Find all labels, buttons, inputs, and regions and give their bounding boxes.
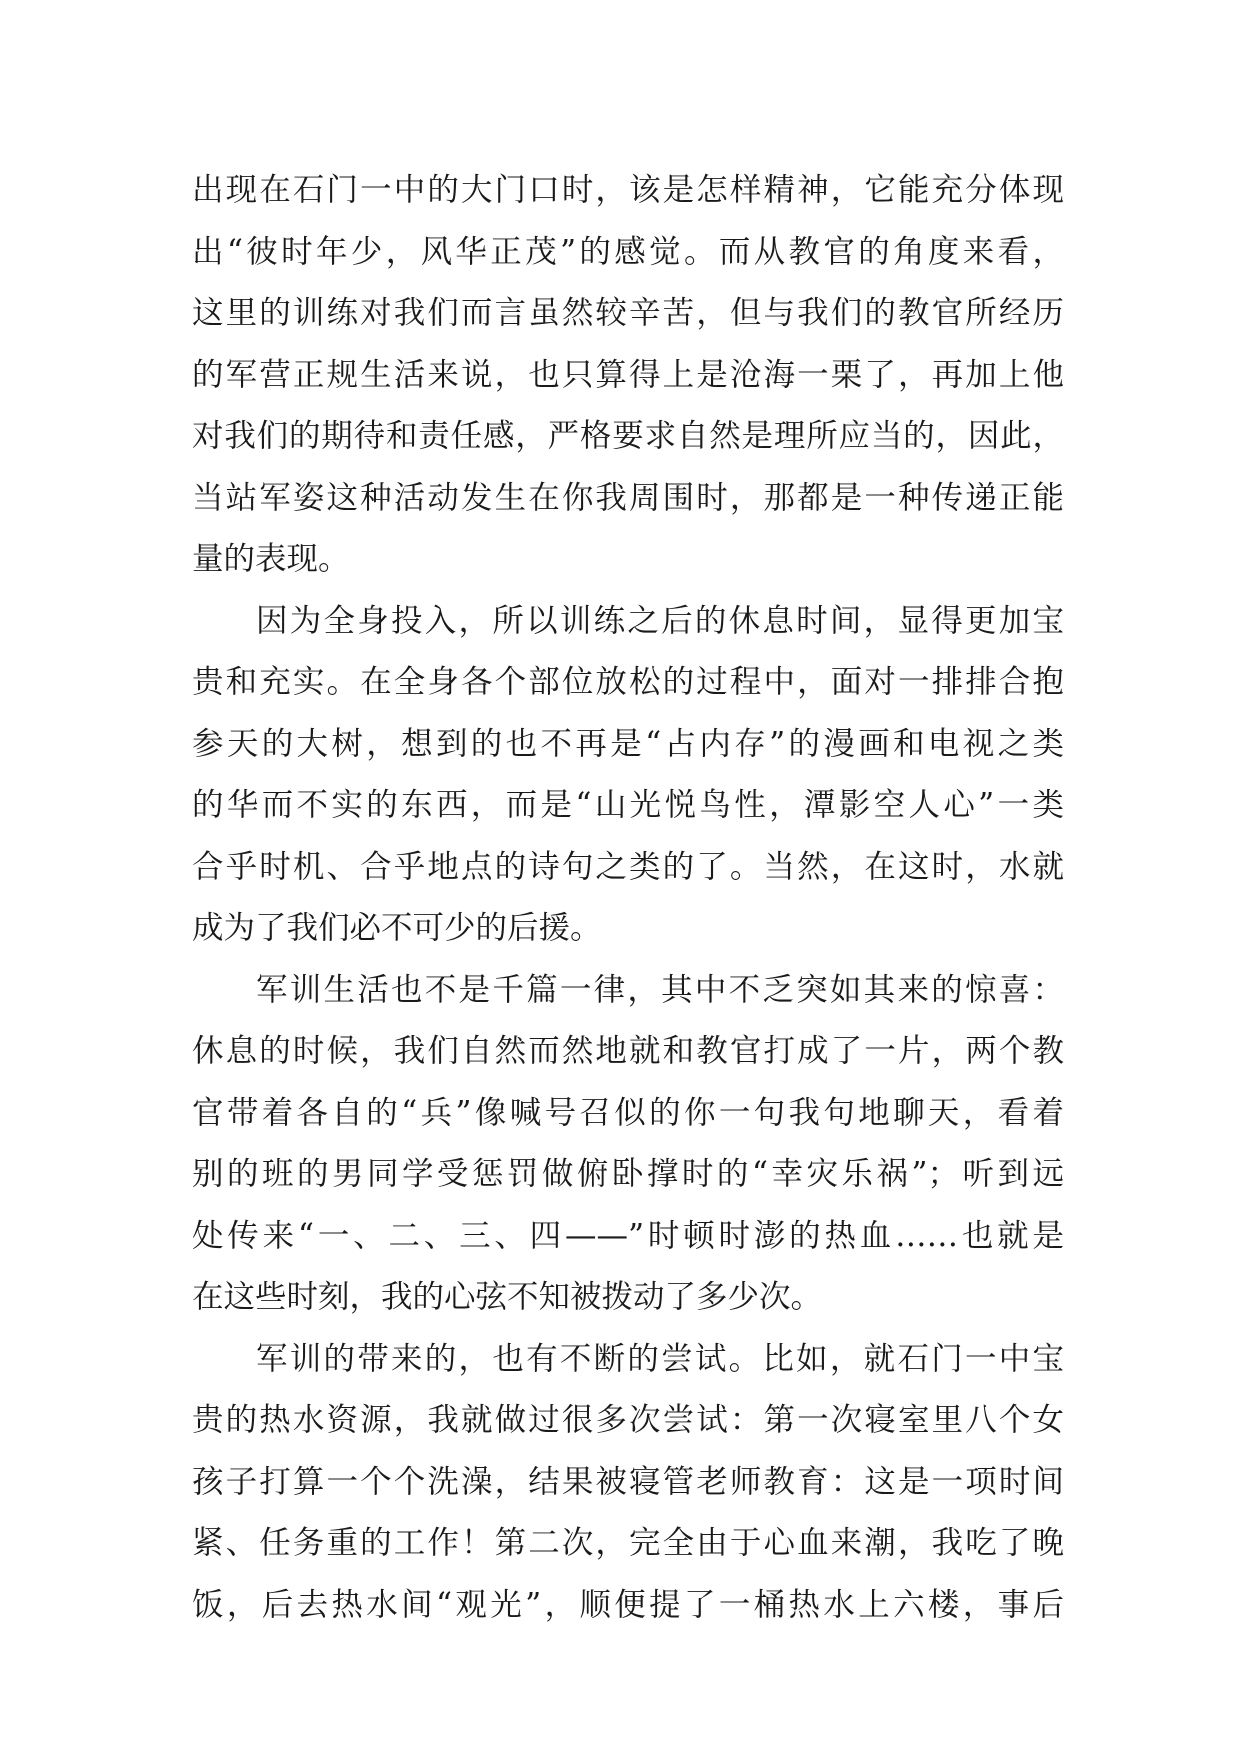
paragraph-1 xyxy=(192,160,1064,591)
paragraph-4 xyxy=(192,1329,1064,1637)
text-line: 紧、任务重的工作！第二次，完全由于心血来潮，我吃了晚 xyxy=(192,1525,1064,1561)
text-line: 当站军姿这种活动发生在你我周围时，那都是一种传递正能 xyxy=(192,479,1064,516)
text-line: 贵和充实。在全身各个部位放松的过程中，面对一排排合抱 xyxy=(192,664,1064,700)
text-line: 这里的训练对我们而言虽然较辛苦，但与我们的教官所经历 xyxy=(192,295,1064,331)
text-line: 的华而不实的东西，而是“山光悦鸟性，潭影空人心”一类 xyxy=(192,787,1064,823)
text-line: 合乎时机、合乎地点的诗句之类的了。当然，在这时，水就 xyxy=(192,848,1064,885)
paragraph-3 xyxy=(192,960,1064,1329)
text-line: 出“彼时年少，风华正茂”的感觉。而从教官的角度来看， xyxy=(192,233,1064,270)
text-line: 的军营正规生活来说，也只算得上是沧海一栗了，再加上他 xyxy=(192,356,1064,393)
text-line: 别的班的男同学受惩罚做俯卧撑时的“幸灾乐祸”；听到远 xyxy=(192,1156,1064,1192)
text-line: 对我们的期待和责任感，严格要求自然是理所应当的，因此， xyxy=(192,418,1064,454)
text-line: 休息的时候，我们自然而然地就和教官打成了一片，两个教 xyxy=(192,1033,1064,1069)
text-line: 孩子打算一个个洗澡，结果被寝管老师教育：这是一项时间 xyxy=(192,1463,1064,1500)
text-line: 官带着各自的“兵”像喊号召似的你一句我句地聊天，看着 xyxy=(192,1094,1064,1131)
text-line: 在这些时刻，我的心弦不知被拨动了多少次。 xyxy=(192,1279,823,1315)
text-line: 贵的热水资源，我就做过很多次尝试：第一次寝室里八个女 xyxy=(192,1402,1064,1438)
text-line: 军训生活也不是千篇一律，其中不乏突如其来的惊喜： xyxy=(256,971,1064,1008)
text-line: 因为全身投入，所以训练之后的休息时间，显得更加宝 xyxy=(256,602,1064,639)
text-line: 参天的大树，想到的也不再是“占内存”的漫画和电视之类 xyxy=(192,725,1064,762)
text-line: 量的表现。 xyxy=(192,541,350,577)
text-line: 处传来“一、二、三、四——”时顿时澎的热血……也就是 xyxy=(192,1217,1064,1254)
text-line: 饭，后去热水间“观光”，顺便提了一桶热水上六楼，事后 xyxy=(192,1586,1064,1623)
paragraph-2 xyxy=(192,591,1064,960)
text-line: 军训的带来的，也有不断的尝试。比如，就石门一中宝 xyxy=(256,1340,1064,1377)
text-line: 成为了我们必不可少的后援。 xyxy=(192,910,602,946)
text-line: 出现在石门一中的大门口时，该是怎样精神，它能充分体现 xyxy=(192,172,1064,208)
body-text xyxy=(192,160,1064,1636)
